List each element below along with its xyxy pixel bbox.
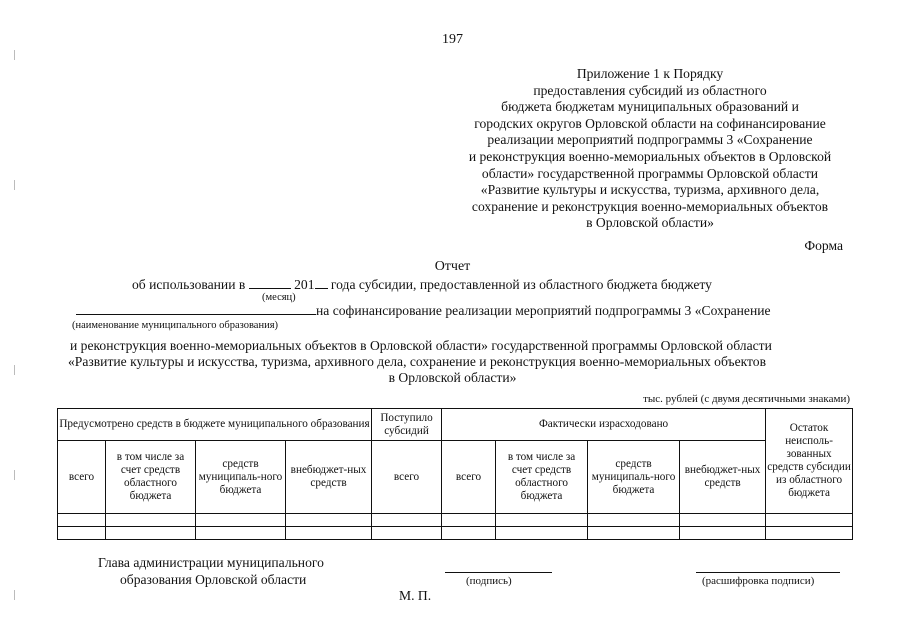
head-title-line2: образования Орловской области [120,572,307,587]
appendix-line: предоставления субсидий из областного [533,82,767,98]
table-cell[interactable] [106,527,196,540]
table-cell[interactable] [588,514,680,527]
appendix-line: области» государственной программы Орловской области [481,165,819,181]
signature-decode-line[interactable] [696,572,840,573]
report-municipality-line [76,303,771,319]
period-prefix: об использовании в [132,277,246,292]
table-cell[interactable] [680,514,766,527]
balance-header: Остаток неисполь-зованных средств субсидии из областного бюджета [766,409,853,514]
appendix-line: городских округов Орловской области на софинансирование [474,115,826,131]
appendix-line: сохранение и реконструкция военно-мемориальных объектов [471,198,829,214]
stamp-place: М. П. [399,588,432,603]
signature-caption: (подпись) [466,575,512,587]
table-cell[interactable] [286,527,372,540]
table-cell[interactable] [196,527,286,540]
planned-group-header: Предусмотрено средств в бюджете муниципального образования [58,409,372,441]
spent-municipal-header: средств муниципаль-ного бюджета [588,441,680,514]
month-blank[interactable] [249,288,291,289]
month-caption: (месяц) [262,292,296,303]
table-cell[interactable] [106,514,196,527]
report-period-line [132,277,712,293]
municipality-blank[interactable] [76,314,316,315]
spent-group-header: Фактически израсходовано [442,409,766,441]
signature-decode-caption: (расшифровка подписи) [702,575,815,587]
received-group-header: Поступило субсидий [372,409,442,441]
head-title-line1: Глава администрации муниципального [98,555,324,570]
appendix-header [440,66,860,232]
report-text-line: «Развитие культуры и искусства, туризма, архивного дела, сохранение и реконструкция военно-мемориальных объектов [68,354,767,369]
year-blank[interactable] [315,288,328,289]
appendix-line: реализации мероприятий подпрограммы 3 «Сохранение [487,132,813,148]
spent-offbudget-header: внебюджет-ных средств [680,441,766,514]
table-cell[interactable] [766,514,853,527]
appendix-line: «Развитие культуры и искусства, туризма, архивного дела, [480,182,820,198]
year-prefix: 201 [294,277,315,292]
report-title: Отчет [434,259,471,274]
period-suffix: года субсидии, предоставленной из областного бюджета бюджету [330,277,712,292]
planned-municipal-header: средств муниципаль-ного бюджета [196,441,286,514]
table-cell[interactable] [196,514,286,527]
appendix-line: в Орловской области» [586,215,714,231]
planned-total-header: всего [58,441,106,514]
table-cell[interactable] [680,527,766,540]
table-cell[interactable] [286,514,372,527]
received-total-header: всего [372,441,442,514]
table-cell[interactable] [588,527,680,540]
binding-margin-marks [14,30,20,630]
table-cell[interactable] [372,514,442,527]
cofinancing-text: на софинансирование реализации мероприятий подпрограммы 3 «Сохранение [316,303,771,318]
page-number: 197 [442,32,463,47]
table-cell[interactable] [372,527,442,540]
report-table [57,408,853,540]
spent-total-header: всего [442,441,496,514]
signature-line[interactable] [445,572,552,573]
appendix-line: и реконструкция военно-мемориальных объектов в Орловской [468,148,832,164]
planned-offbudget-header: внебюджет-ных средств [286,441,372,514]
report-text-line: в Орловской области» [388,370,517,385]
spent-regional-header: в том числе за счет средств областного бюджета [496,441,588,514]
appendix-line: Приложение 1 к Порядку [576,66,724,81]
table-row [58,527,853,540]
municipality-caption: (наименование муниципального образования) [72,320,279,331]
table-cell[interactable] [496,514,588,527]
table-row [58,514,853,527]
appendix-line: бюджета бюджетам муниципальных образований и [501,99,799,115]
table-cell[interactable] [496,527,588,540]
report-text-line: и реконструкция военно-мемориальных объектов в Орловской области» государственной программы Орловской области [70,338,772,353]
table-cell[interactable] [766,527,853,540]
table-cell[interactable] [58,514,106,527]
table-cell[interactable] [442,514,496,527]
table-cell[interactable] [442,527,496,540]
planned-regional-header: в том числе за счет средств областного бюджета [106,441,196,514]
units-note: тыс. рублей (с двумя десятичными знаками) [643,393,850,405]
form-label: Форма [804,238,843,253]
table-cell[interactable] [58,527,106,540]
